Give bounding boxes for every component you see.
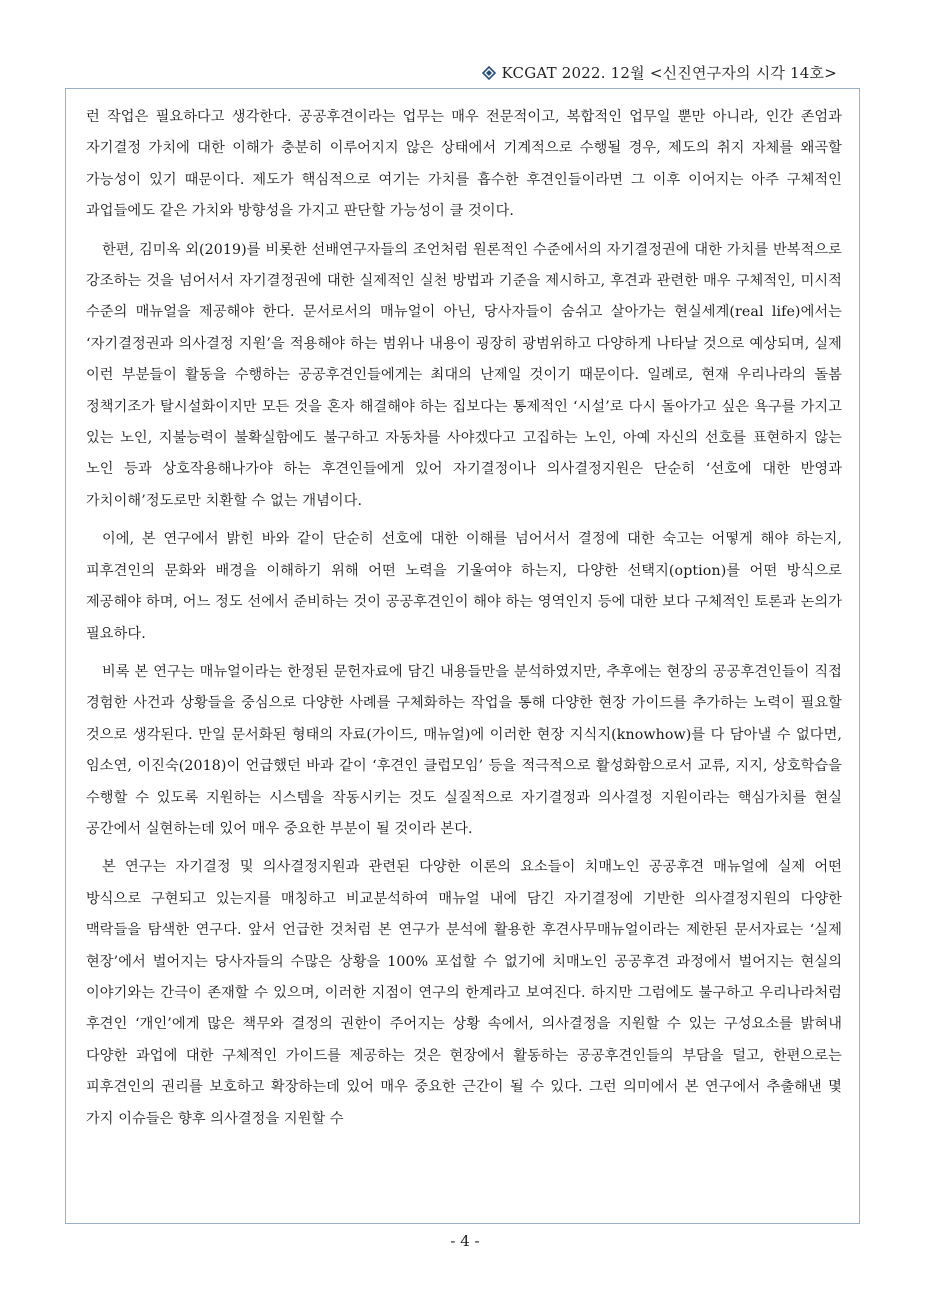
paragraph-2: 한편, 김미옥 외(2019)를 비롯한 선배연구자들의 조언처럼 원론적인 수준에서의 자기결정권에 대한 가치를 반복적으로 강조하는 것을 넘어서서 자기결정권에 대한 실제적인 실천 방법과 기준을 제시하고, 후견과 관련한 매우 구체적인, 미시적 수준의 매뉴얼을 제공해야 한다. 문서로서의 매뉴얼이 아닌, 당사자들이 숨쉬고 살아가는 현실세계(real life)에서는 ‘자기결정권과 의사결정 지원’을 적용해야 하는 범위나 내용이 굉장히 광범위하고 다양하게 나타날 것으로 예상되며, 실제 이런 부분들이 활동을 수행하는 공공후견인들에게는 최대의 난제일 것이기 때문이다. 일례로, 현재 우리나라의 돌봄 정책기조가 탈시설화이지만 모든 것을 혼자 해결해야 하는 집보다는 통제적인 ‘시설’로 다시 돌아가고 싶은 욕구를 가지고 있는 노인, 지불능력이 불확실함에도 불구하고 자동차를 사야겠다고 고집하는 노인, 아예 자신의 선호를 표현하지 않는 노인 등과 상호작용해나가야 하는 후견인들에게 있어 자기결정이나 의사결정지원은 단순히 ‘선호에 대한 반영과 가치이해’정도로만 치환할 수 없는 개념이다. (86, 241, 842, 509)
diamond-bullet-icon (482, 66, 496, 80)
page-number: - 4 - (450, 1232, 480, 1250)
document-body (86, 102, 842, 1142)
header-title: KCGAT 2022. 12월 <신진연구자의 시각 14호> (501, 64, 837, 82)
paragraph-1: 런 작업은 필요하다고 생각한다. 공공후견이라는 업무는 매우 전문적이고, 복합적인 업무일 뿐만 아니라, 인간 존엄과 자기결정 가치에 대한 이해가 충분히 이루어지지 않은 상태에서 기계적으로 수행될 경우, 제도의 취지 자체를 왜곡할 가능성이 있기 때문이다. 제도가 핵심적으로 여기는 가치를 흡수한 후견인들이라면 그 이후 이어지는 아주 구체적인 과업들에도 같은 가치와 방향성을 가지고 판단할 가능성이 클 것이다. (86, 109, 842, 220)
paragraph-3: 이에, 본 연구에서 밝힌 바와 같이 단순히 선호에 대한 이해를 넘어서서 결정에 대한 숙고는 어떻게 해야 하는지, 피후견인의 문화와 배경을 이해하기 위해 어떤 노력을 기울여야 하는지, 다양한 선택지(option)를 어떤 방식으로 제공해야 하며, 어느 정도 선에서 준비하는 것이 공공후견인이 해야 하는 영역인지 등에 대한 보다 구체적인 토론과 논의가 필요하다. (86, 531, 842, 642)
paragraph-4: 비록 본 연구는 매뉴얼이라는 한정된 문헌자료에 담긴 내용들만을 분석하였지만, 추후에는 현장의 공공후견인들이 직접 경험한 사건과 상황들을 중심으로 다양한 사례를 구체화하는 작업을 통해 다양한 현장 가이드를 추가하는 노력이 필요할 것으로 생각된다. 만일 문서화된 형태의 자료(가이드, 매뉴얼)에 이러한 현장 지식지(knowhow)를 다 담아낼 수 없다면, 임소연, 이진숙(2018)이 언급했던 바과 같이 ‘후견인 클럽모임’ 등을 적극적으로 활성화함으로서 교류, 지지, 상호학습을 수행할 수 있도록 지원하는 시스템을 작동시키는 것도 실질적으로 자기결정과 의사결정 지원이라는 핵심가치를 현실 공간에서 실현하는데 있어 매우 중요한 부분이 될 것이라 본다. (86, 663, 842, 837)
page-header (482, 62, 837, 83)
paragraph-5: 본 연구는 자기결정 및 의사결정지원과 관련된 다양한 이론의 요소들이 치매노인 공공후견 매뉴얼에 실제 어떤 방식으로 구현되고 있는지를 매칭하고 비교분석하여 매뉴얼 내에 담긴 자기결정에 기반한 의사결정지원의 다양한 맥락들을 탐색한 연구다. 앞서 언급한 것처럼 본 연구가 분석에 활용한 후견사무매뉴얼이라는 제한된 문서자료는 ‘실제 현장’에서 벌어지는 당사자들의 수많은 상황을 100% 포섭할 수 없기에 치매노인 공공후견 과정에서 벌어지는 현실의 이야기와는 간극이 존재할 수 있으며, 이러한 지점이 연구의 한계라고 보여진다. 하지만 그럼에도 불구하고 우리나라처럼 후견인 ‘개인’에게 많은 책무와 결정의 권한이 주어지는 상황 속에서, 의사결정을 지원할 수 있는 구성요소를 밝혀내 다양한 과업에 대한 구체적인 가이드를 제공하는 것은 현장에서 활동하는 공공후견인들의 부담을 덜고, 한편으로는 피후견인의 권리를 보호하고 확장하는데 있어 매우 중요한 근간이 될 수 있다. 그런 의미에서 본 연구에서 추출해낸 몇 가지 이슈들은 향후 의사결정을 지원할 수 (86, 859, 842, 1127)
